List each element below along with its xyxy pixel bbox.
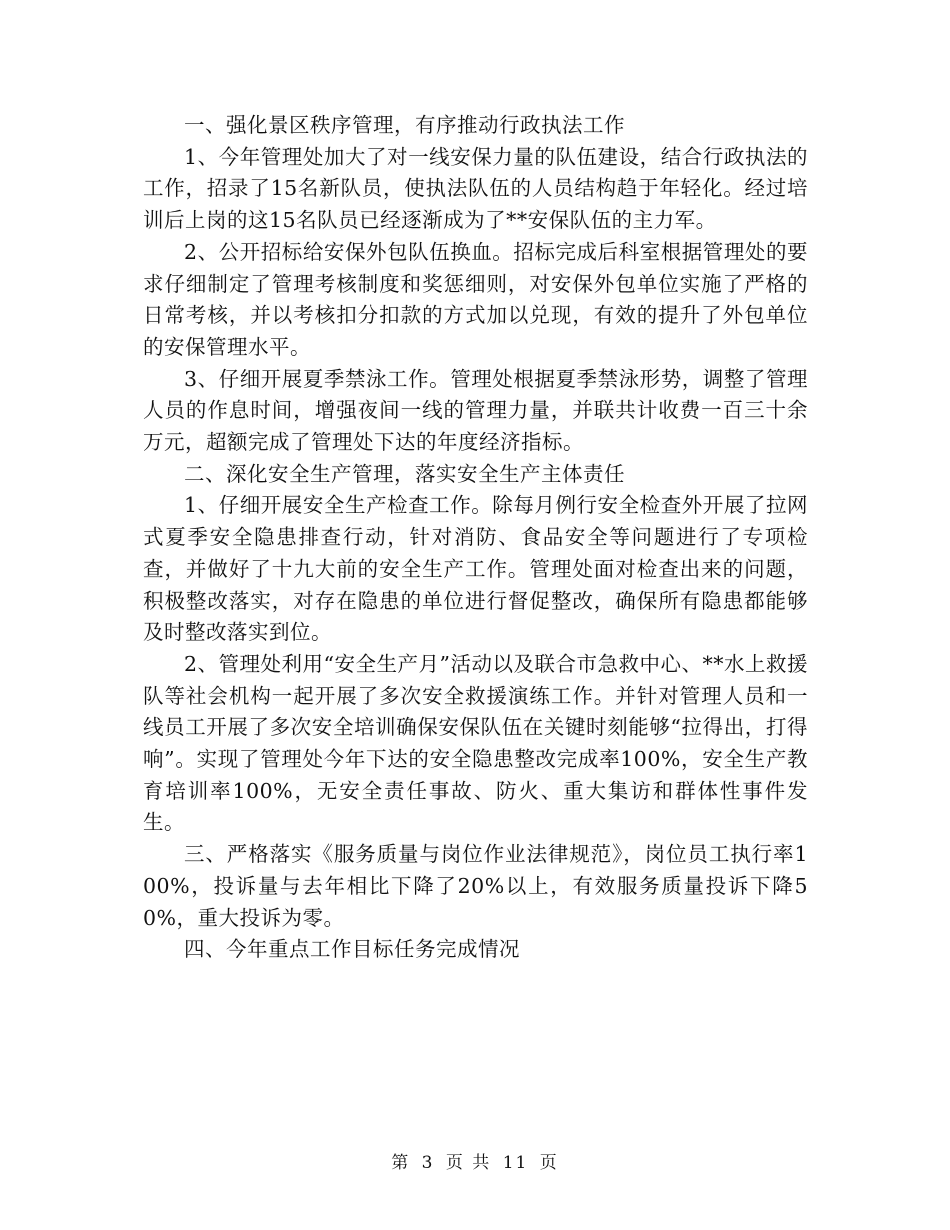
page-footer bbox=[0, 1148, 950, 1173]
paragraph: 1、今年管理处加大了对一线安保力量的队伍建设，结合行政执法的工作，招录了15名新队员，使执法队伍的人员结构趋于年轻化。经过培训后上岗的这15名队员已经逐渐成为了**安保队伍的主力军。 bbox=[143, 144, 808, 233]
section-heading-3: 三、严格落实《服务质量与岗位作业法律规范》，岗位员工执行率100%，投诉量与去年相比下降了20%以上，有效服务质量投诉下降50%，重大投诉为零。 bbox=[143, 842, 808, 930]
section-heading-2: 二、深化安全生产管理，落实安全生产主体责任 bbox=[184, 461, 625, 486]
section-heading-1: 一、强化景区秩序管理，有序推动行政执法工作 bbox=[184, 113, 625, 137]
paragraph: 3、仔细开展夏季禁泳工作。管理处根据夏季禁泳形势，调整了管理人员的作息时间，增强夜间一线的管理力量，并联共计收费一百三十余万元，超额完成了管理处下达的年度经济指标。 bbox=[143, 366, 808, 455]
footer-prefix: 第 bbox=[391, 1153, 411, 1173]
footer-suffix: 页 bbox=[539, 1153, 559, 1173]
paragraph: 1、仔细开展安全生产检查工作。除每月例行安全检查外开展了拉网式夏季安全隐患排查行动，针对消防、食品安全等问题进行了专项检查，并做好了十九大前的安全生产工作。管理处面对检查出来的问题，积极整改落实，对存在隐患的单位进行督促整改，确保所有隐患都能够及时整改落实到位。 bbox=[143, 493, 808, 645]
paragraph: 2、公开招标给安保外包队伍换血。招标完成后科室根据管理处的要求仔细制定了管理考核制度和奖惩细则，对安保外包单位实施了严格的日常考核，并以考核扣分扣款的方式加以兑现，有效的提升了外包单位的安保管理水平。 bbox=[143, 239, 808, 359]
document-body bbox=[143, 110, 808, 966]
paragraph: 2、管理处利用“安全生产月”活动以及联合市急救中心、**水上救援队等社会机构一起开展了多次安全救援演练工作。并针对管理人员和一线员工开展了多次安全培训确保安保队伍在关键时刻能够“拉得出，打得响”。实现了管理处今年下达的安全隐患整改完成率100%，安全生产教育培训率100%，无安全责任事故、防火、重大集访和群体性事件发生。 bbox=[143, 651, 809, 835]
current-page-number: 3 bbox=[421, 1153, 435, 1173]
footer-middle: 页 共 bbox=[445, 1153, 492, 1173]
total-page-count: 11 bbox=[502, 1153, 529, 1173]
section-heading-4: 四、今年重点工作目标任务完成情况 bbox=[184, 937, 520, 962]
